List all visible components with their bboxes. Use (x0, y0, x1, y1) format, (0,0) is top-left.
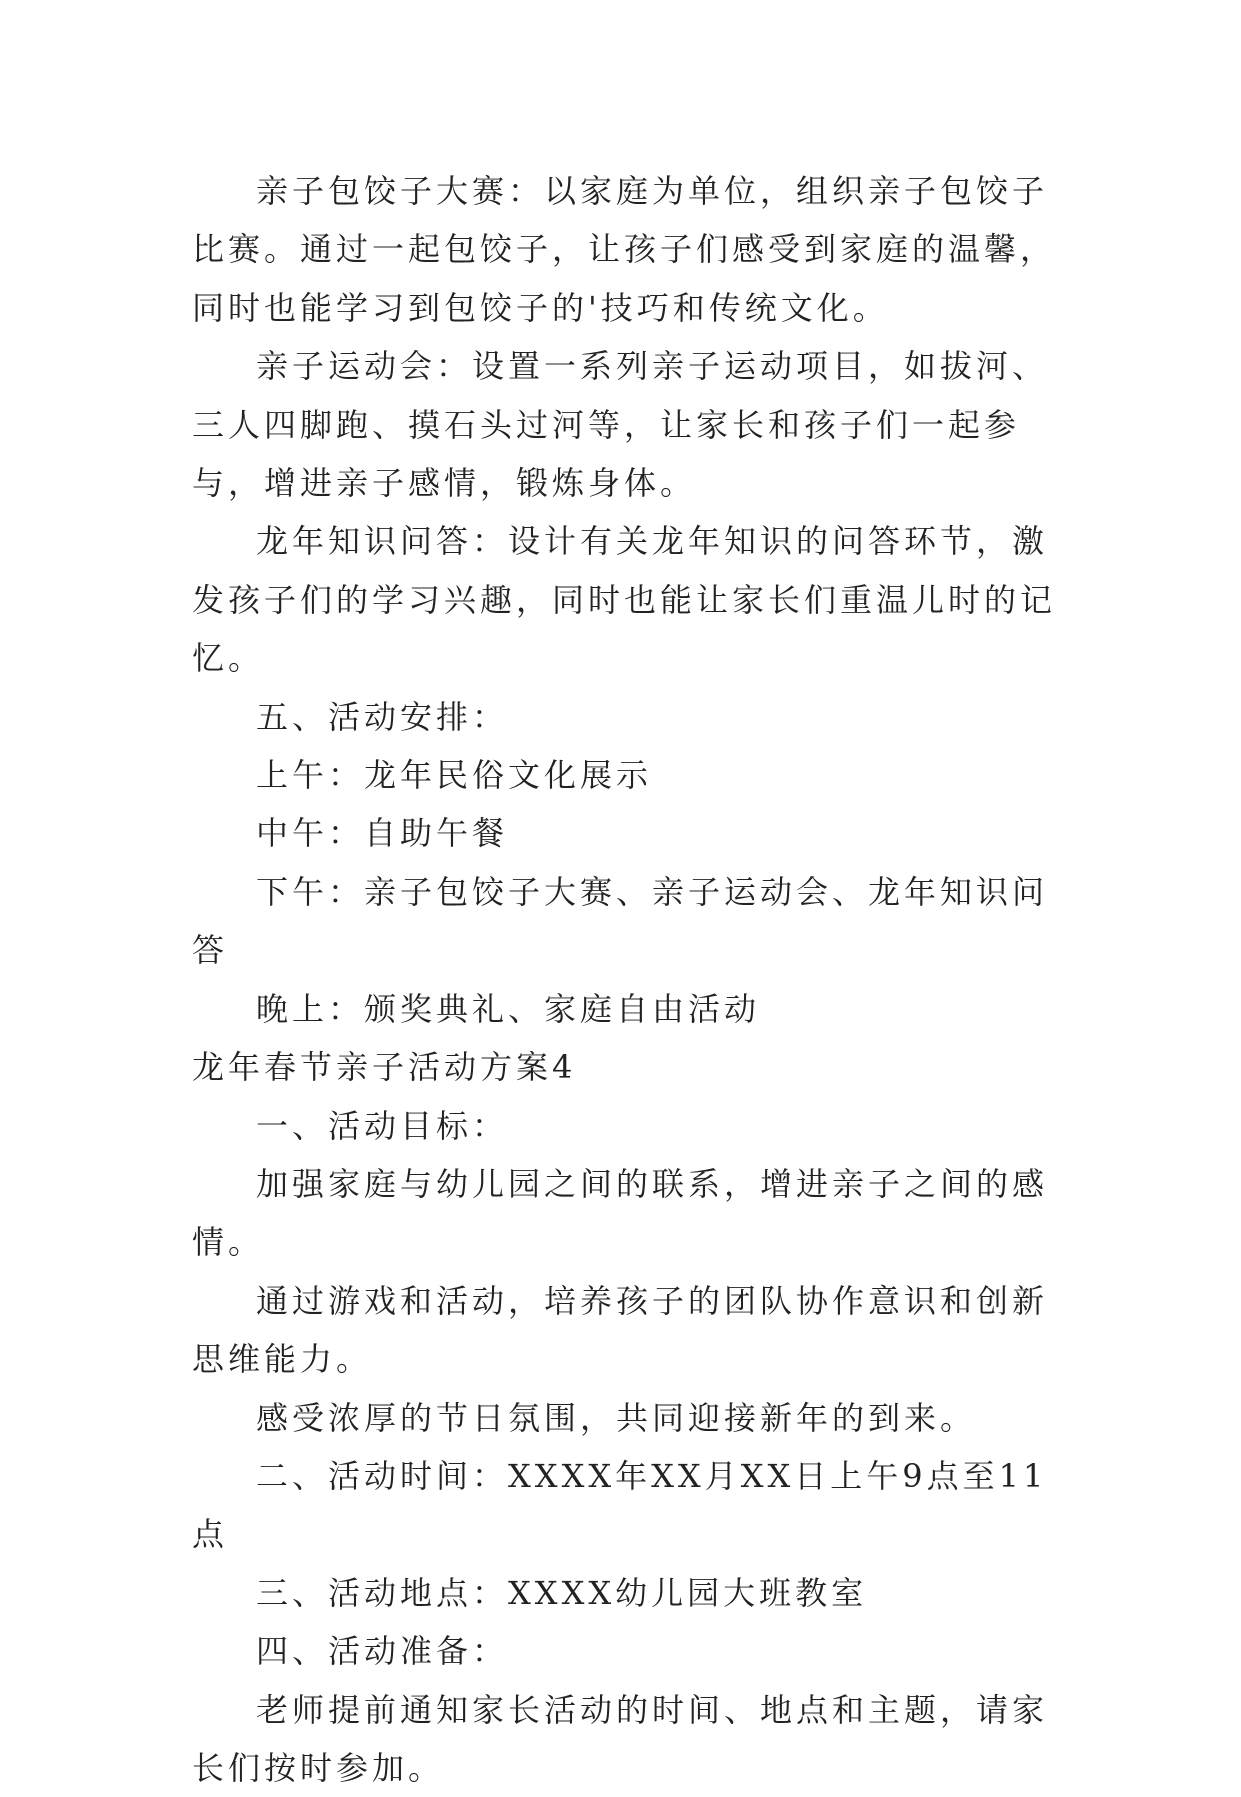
paragraph-sports-meet: 亲子运动会：设置一系列亲子运动项目，如拔河、三人四脚跑、摸石头过河等，让家长和孩子们一起参与，增进亲子感情，锻炼身体。 (192, 347, 1049, 503)
goal-teamwork: 通过游戏和活动，培养孩子的团队协作意识和创新思维能力。 (192, 1281, 1049, 1379)
goal-festival-atmosphere: 感受浓厚的节日氛围，共同迎接新年的到来。 (256, 1398, 977, 1437)
preparation-notice: 老师提前通知家长活动的时间、地点和主题，请家长们按时参加。 (192, 1690, 1049, 1787)
heading-activity-schedule: 五、活动安排： (256, 697, 509, 736)
paragraph-dumpling-contest: 亲子包饺子大赛：以家庭为单位，组织亲子包饺子比赛。通过一起包饺子，让孩子们感受到家庭的温馨，同时也能学习到包饺子的'技巧和传统文化。 (192, 172, 1057, 327)
goal-strengthen-connection: 加强家庭与幼儿园之间的联系，增进亲子之间的感情。 (192, 1164, 1049, 1262)
heading-activity-preparation: 四、活动准备： (256, 1632, 509, 1671)
document-body (192, 162, 1072, 1797)
schedule-afternoon: 下午：亲子包饺子大赛、亲子运动会、龙年知识问答 (192, 872, 1049, 970)
heading-activity-goals: 一、活动目标： (256, 1106, 509, 1145)
schedule-noon: 中午：自助午餐 (256, 814, 509, 853)
paragraph-dragon-quiz: 龙年知识问答：设计有关龙年知识的问答环节，激发孩子们的学习兴趣，同时也能让家长们重温儿时的记忆。 (192, 522, 1057, 678)
activity-time: 二、活动时间：XXXX年XX月XX日上午9点至11点 (192, 1456, 1048, 1554)
schedule-evening: 晚上：颁奖典礼、家庭自由活动 (256, 989, 761, 1028)
section-title: 龙年春节亲子活动方案4 (192, 1048, 577, 1087)
activity-location: 三、活动地点：XXXX幼儿园大班教室 (256, 1573, 868, 1612)
schedule-morning: 上午：龙年民俗文化展示 (256, 756, 653, 795)
